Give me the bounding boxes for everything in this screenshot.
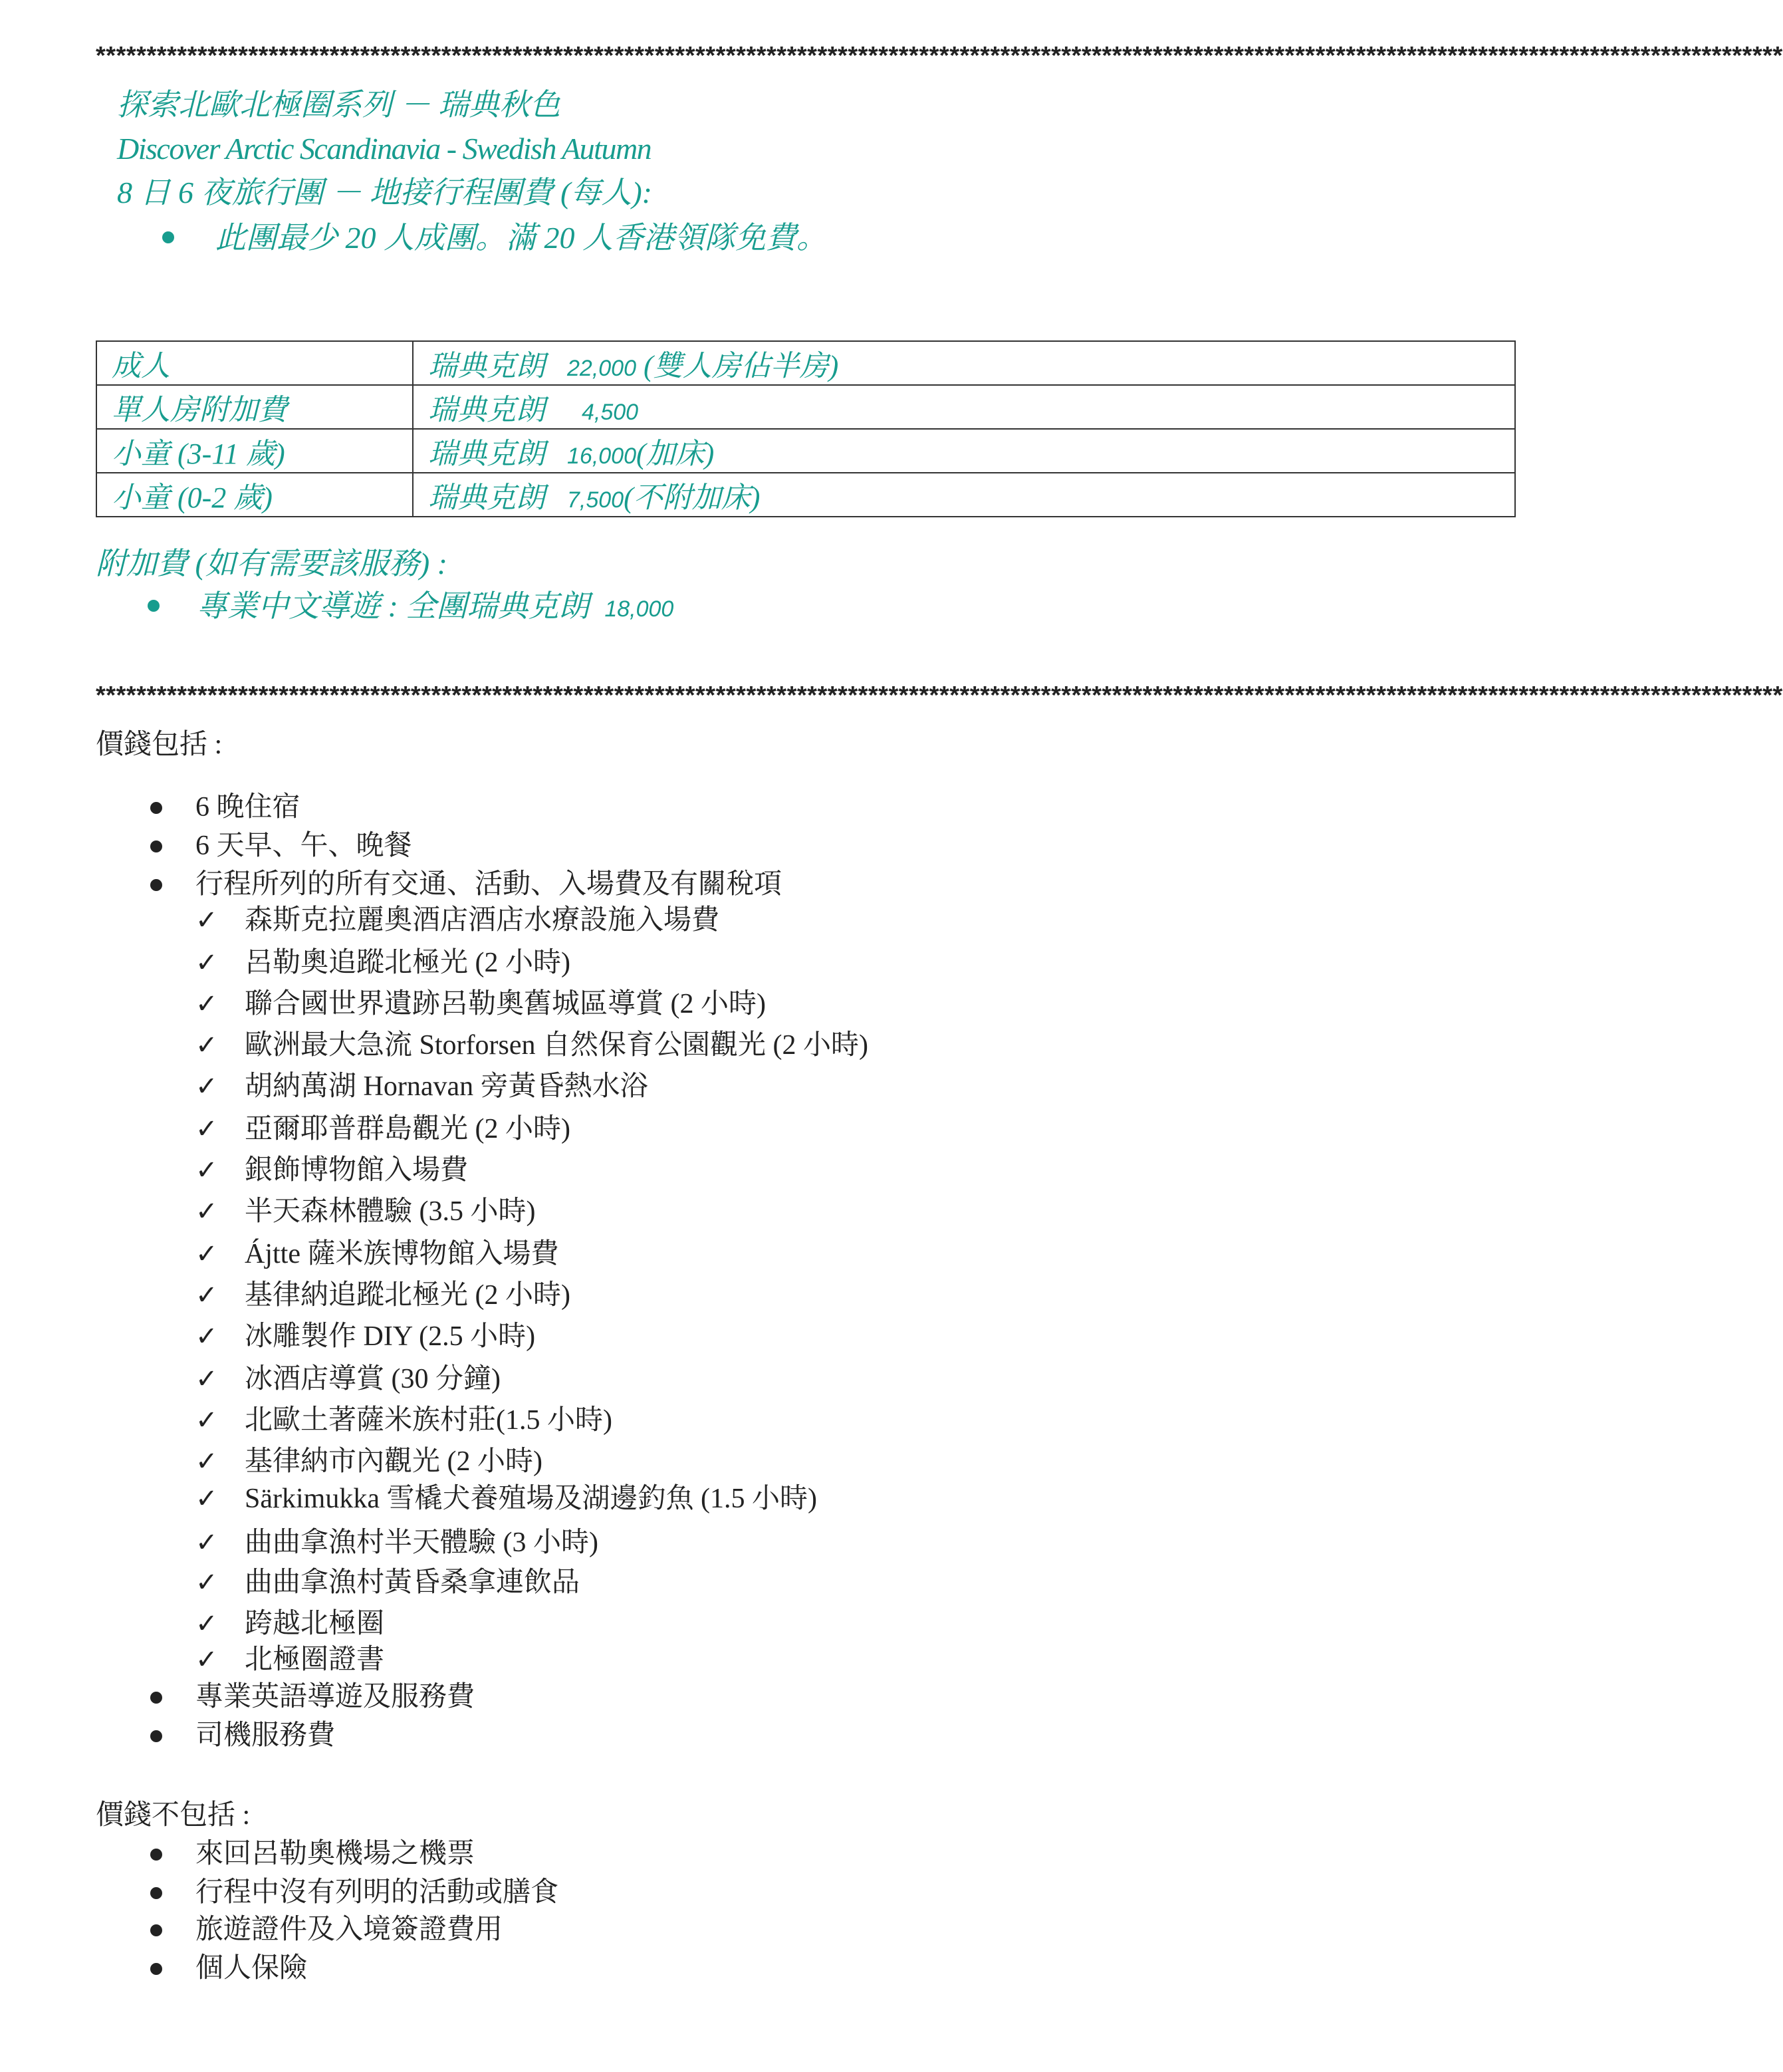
table-row <box>96 473 1515 517</box>
remark: (加床) <box>636 438 715 470</box>
remark: (不附加床) <box>624 481 761 514</box>
check-item: 曲曲拿漁村半天體驗 (3 小時) <box>245 1527 598 1558</box>
title-en: Discover Arctic Scandinavia - Swedish Autumn <box>117 132 652 166</box>
checkmark-icon: ✓ <box>195 1364 218 1394</box>
checkmark-icon: ✓ <box>195 948 218 978</box>
check-item: 歐洲最大急流 Storforsen 自然保育公園觀光 (2 小時) <box>245 1030 868 1061</box>
check-item: 聯合國世界遺跡呂勒奧舊城區導賞 (2 小時) <box>245 989 766 1019</box>
check-item: 呂勒奧追蹤北極光 (2 小時) <box>245 948 570 978</box>
bullet-icon <box>150 879 162 891</box>
amount: 16,000 <box>567 444 636 469</box>
checkmark-icon: ✓ <box>195 1114 218 1144</box>
surcharge-text: 專業中文導遊 : 全團瑞典克朗 <box>197 589 590 623</box>
checkmark-icon: ✓ <box>195 1644 218 1675</box>
bullet-icon <box>150 802 162 814</box>
table-row <box>96 341 1515 385</box>
list-item: 專業英語導遊及服務費 <box>195 1682 475 1712</box>
list-item: 行程所列的所有交通、活動、入場費及有關稅項 <box>195 869 782 900</box>
list-item: 司機服務費 <box>195 1720 336 1751</box>
surcharge-item <box>197 586 673 629</box>
check-item: Ájtte 薩米族博物館入場費 <box>245 1239 559 1269</box>
check-item: 北極圈證書 <box>245 1644 385 1675</box>
subtitle: 8 日 6 夜旅行團 － 地接行程團費 (每人): <box>117 176 652 209</box>
row-price <box>413 473 1515 517</box>
list-item: 6 晚住宿 <box>195 792 300 823</box>
currency: 瑞典克朗 <box>428 481 545 514</box>
check-item: 森斯克拉麗奧酒店酒店水療設施入場費 <box>245 905 720 936</box>
check-item: 半天森林體驗 (3.5 小時) <box>245 1196 536 1227</box>
row-label: 單人房附加費 <box>96 385 413 429</box>
excluded-title: 價錢不包括 : <box>96 1800 251 1831</box>
checkmark-icon: ✓ <box>195 1155 218 1186</box>
checkmark-icon: ✓ <box>195 1280 218 1311</box>
surcharge-title: 附加費 (如有需要該服務) : <box>96 547 447 581</box>
checkmark-icon: ✓ <box>195 1567 218 1598</box>
price-table <box>96 340 1516 517</box>
group-note: 此團最少 20 人成團。滿 20 人香港領隊免費。 <box>215 221 827 255</box>
bullet-icon <box>150 1924 162 1936</box>
list-item: 旅遊證件及入境簽證費用 <box>195 1914 503 1945</box>
row-price <box>413 429 1515 473</box>
separator-bottom: ********************************************************************************************************************************************************************** <box>96 682 1783 710</box>
checkmark-icon: ✓ <box>195 1527 218 1558</box>
included-title: 價錢包括 : <box>96 729 223 760</box>
bullet-icon <box>150 841 162 852</box>
bullet-icon <box>162 231 174 243</box>
check-item: 北歐土著薩米族村莊(1.5 小時) <box>245 1405 612 1436</box>
checkmark-icon: ✓ <box>195 1030 218 1061</box>
amount: 22,000 <box>567 356 636 381</box>
surcharge-amount: 18,000 <box>604 596 674 622</box>
check-item: 基律納追蹤北極光 (2 小時) <box>245 1280 570 1311</box>
row-label: 成人 <box>96 341 413 385</box>
amount: 7,500 <box>567 487 624 513</box>
row-label: 小童 (3-11 歲) <box>96 429 413 473</box>
check-item: 基律納市內觀光 (2 小時) <box>245 1446 542 1477</box>
check-item: 銀飾博物館入場費 <box>245 1155 469 1186</box>
amount: 4,500 <box>582 400 639 425</box>
currency: 瑞典克朗 <box>428 438 545 470</box>
check-item: 亞爾耶普群島觀光 (2 小時) <box>245 1114 570 1144</box>
table-row <box>96 385 1515 429</box>
separator-top: ********************************************************************************************************************************************************************** <box>96 42 1783 70</box>
title-zh: 探索北歐北極圈系列 － 瑞典秋色 <box>117 88 560 122</box>
row-label: 小童 (0-2 歲) <box>96 473 413 517</box>
checkmark-icon: ✓ <box>195 1321 218 1352</box>
bullet-icon <box>148 600 160 612</box>
row-price <box>413 385 1515 429</box>
checkmark-icon: ✓ <box>195 1405 218 1436</box>
check-item: 胡納萬湖 Hornavan 旁黃昏熱水浴 <box>245 1071 648 1102</box>
currency: 瑞典克朗 <box>428 394 545 426</box>
check-item: 曲曲拿漁村黃昏桑拿連飲品 <box>245 1567 580 1598</box>
table-row <box>96 429 1515 473</box>
row-price <box>413 341 1515 385</box>
checkmark-icon: ✓ <box>195 1071 218 1102</box>
list-item: 行程中沒有列明的活動或膳食 <box>195 1877 559 1908</box>
list-item: 6 天早、午、晚餐 <box>195 831 412 861</box>
bullet-icon <box>150 1963 162 1975</box>
checkmark-icon: ✓ <box>195 1196 218 1227</box>
checkmark-icon: ✓ <box>195 905 218 936</box>
checkmark-icon: ✓ <box>195 989 218 1019</box>
check-item: 冰雕製作 DIY (2.5 小時) <box>245 1321 536 1352</box>
bullet-icon <box>150 1849 162 1861</box>
bullet-icon <box>150 1887 162 1899</box>
list-item: 來回呂勒奧機場之機票 <box>195 1839 475 1869</box>
list-item: 個人保險 <box>195 1953 308 1984</box>
check-item: Särkimukka 雪橇犬養殖場及湖邊釣魚 (1.5 小時) <box>245 1484 817 1514</box>
checkmark-icon: ✓ <box>195 1446 218 1477</box>
bullet-icon <box>150 1692 162 1704</box>
check-item: 跨越北極圈 <box>245 1609 385 1639</box>
remark: (雙人房佔半房) <box>644 350 839 382</box>
check-item: 冰酒店導賞 (30 分鐘) <box>245 1364 501 1394</box>
checkmark-icon: ✓ <box>195 1609 218 1639</box>
checkmark-icon: ✓ <box>195 1239 218 1269</box>
bullet-icon <box>150 1730 162 1742</box>
currency: 瑞典克朗 <box>428 350 545 382</box>
checkmark-icon: ✓ <box>195 1484 218 1514</box>
